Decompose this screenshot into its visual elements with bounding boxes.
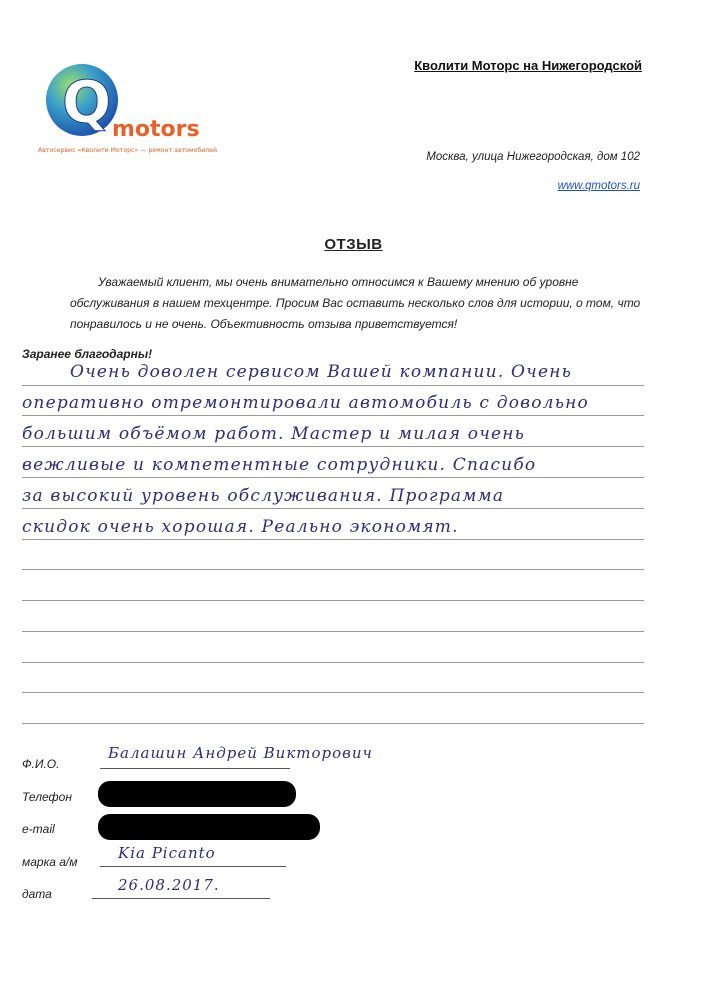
phone-label: Телефон	[22, 790, 72, 804]
company-address: Москва, улица Нижегородская, дом 102	[426, 151, 640, 163]
review-handwriting-line: оперативно отремонтировали автомобиль с довольно	[22, 393, 589, 413]
name-label: Ф.И.О.	[22, 757, 60, 771]
logo-wordmark: motors	[112, 117, 200, 142]
review-handwriting-line: скидок очень хорошая. Реально экономят.	[22, 517, 459, 537]
qmotors-logo	[34, 60, 234, 170]
name-value: Балашин Андрей Викторович	[108, 744, 373, 762]
review-line-rule	[22, 415, 644, 416]
review-line-rule	[22, 446, 644, 447]
date-label: дата	[22, 887, 52, 901]
email-redaction	[98, 814, 320, 840]
car-field-rule	[100, 866, 286, 867]
company-name: Кволити Моторс на Нижегородской	[414, 58, 642, 73]
review-line-rule	[22, 600, 644, 601]
email-label: e-mail	[22, 822, 55, 836]
review-handwriting-line: вежливые и компетентные сотрудники. Спасибо	[22, 455, 537, 475]
review-line-rule	[22, 631, 644, 632]
intro-paragraph: Уважаемый клиент, мы очень внимательно относимся к Вашему мнению об уровне обслуживания в нашем техцентре. Просим Вас оставить несколько слов для истории, о том, что понравилось и не очень. Объективность отзыва приветствуется!	[70, 275, 641, 331]
review-line-rule	[22, 477, 644, 478]
car-value: Kia Picanto	[118, 844, 216, 862]
website-link[interactable]: www.qmotors.ru	[557, 180, 640, 192]
date-value: 26.08.2017.	[118, 876, 220, 894]
review-line-rule	[22, 385, 644, 386]
logo-letter: Q	[62, 68, 112, 136]
review-line-rule	[22, 723, 644, 724]
review-line-rule	[22, 692, 644, 693]
review-handwriting-line: большим объёмом работ. Мастер и милая очень	[22, 424, 526, 444]
logo-tagline: Автосервис «Кволити Моторс» — ремонт автомобилей	[38, 147, 218, 154]
thanks-text: Заранее благодарны!	[22, 347, 153, 361]
review-handwriting-line: за высокий уровень обслуживания. Программа	[22, 486, 505, 506]
car-label: марка а/м	[22, 855, 78, 869]
review-line-rule	[22, 539, 644, 540]
name-field-rule	[100, 768, 290, 769]
review-handwriting-line: Очень доволен сервисом Вашей компании. Очень	[70, 362, 573, 382]
page-title: ОТЗЫВ	[324, 236, 383, 253]
date-field-rule	[92, 898, 270, 899]
review-line-rule	[22, 508, 644, 509]
review-line-rule	[22, 662, 644, 663]
review-line-rule	[22, 569, 644, 570]
phone-redaction	[98, 781, 296, 807]
